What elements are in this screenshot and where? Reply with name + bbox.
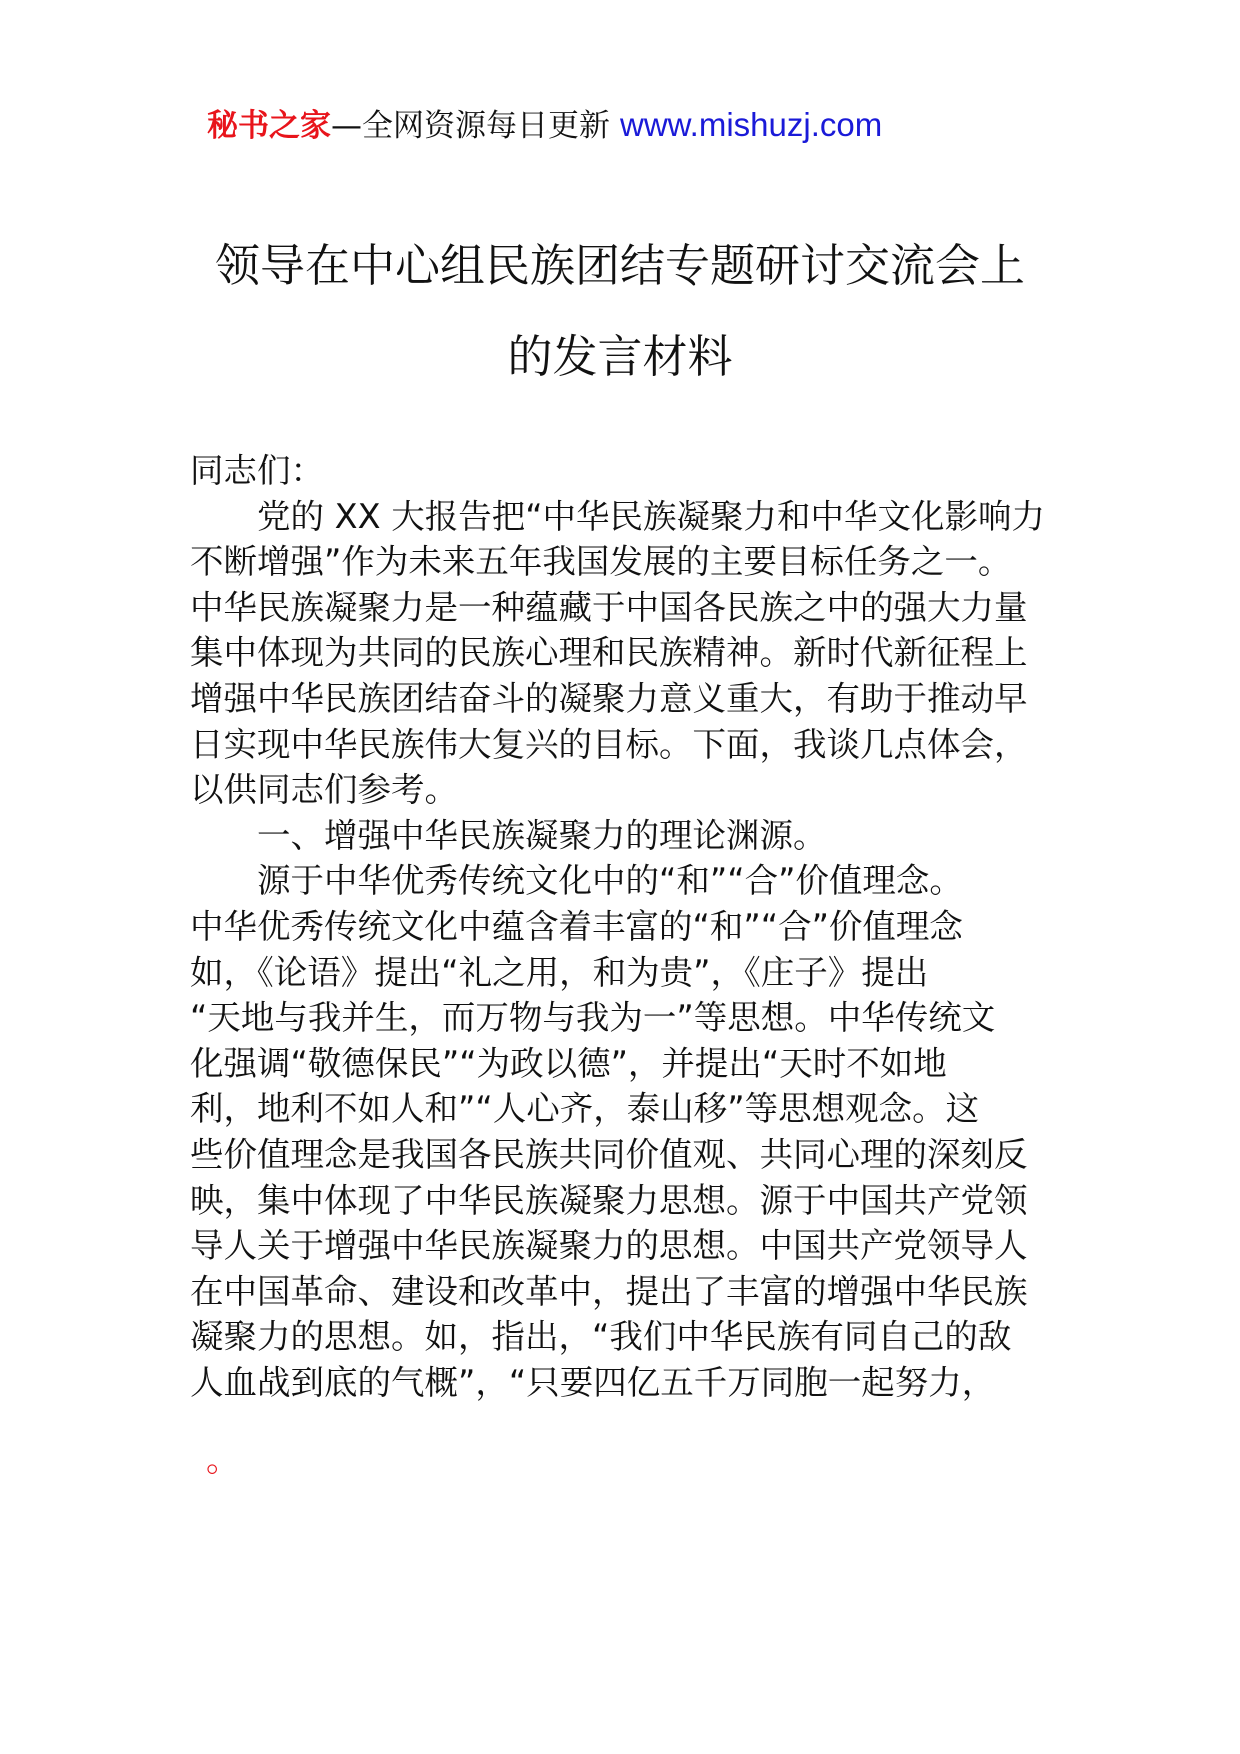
site-url-link[interactable]: www.mishuzj.com [620, 106, 883, 143]
paragraph-line: 利，地利不如人和”“人心齐，泰山移”等思想观念。这 [190, 1089, 980, 1129]
header-tagline: —全网资源每日更新 [331, 108, 610, 144]
paragraph-line: 人血战到底的气概”，“只要四亿五千万同胞一起努力， [190, 1362, 996, 1402]
footer-mark: 。 [206, 1440, 240, 1480]
document-title-line-2: 的发言材料 [507, 330, 733, 383]
paragraph-line: 凝聚力的思想。如，指出，“我们中华民族有同自己的敌 [190, 1317, 1012, 1357]
paragraph-line: 些价值理念是我国各民族共同价值观、共同心理的深刻反 [190, 1134, 1028, 1174]
paragraph-line: 不断增强”作为未来五年我国发展的主要目标任务之一。 [190, 542, 1012, 582]
salutation: 同志们： [190, 451, 324, 490]
paragraph-line: 党的 XX 大报告把“中华民族凝聚力和中华文化影响力 [257, 496, 1046, 536]
paragraph-line: 源于中华优秀传统文化中的“和”“合”价值理念。 [257, 861, 963, 901]
paragraph-line: 导人关于增强中华民族凝聚力的思想。中国共产党领导人 [190, 1226, 1028, 1266]
site-header [207, 100, 1107, 150]
paragraph-line: 中华民族凝聚力是一种蕴藏于中国各民族之中的强大力量 [190, 587, 1028, 627]
section-heading: 一、增强中华民族凝聚力的理论渊源。 [257, 815, 827, 855]
paragraph-line: 化强调“敬德保民”“为政以德”，并提出“天时不如地 [190, 1043, 947, 1083]
paragraph-line: 映，集中体现了中华民族凝聚力思想。源于中国共产党领 [190, 1180, 1028, 1220]
paragraph-line: 在中国革命、建设和改革中，提出了丰富的增强中华民族 [190, 1271, 1028, 1311]
document-title-line-1: 领导在中心组民族团结专题研讨交流会上 [214, 239, 1025, 292]
paragraph-line: 中华优秀传统文化中蕴含着丰富的“和”“合”价值理念 [190, 906, 963, 946]
paragraph-line: 增强中华民族团结奋斗的凝聚力意义重大，有助于推动早 [190, 678, 1028, 718]
paragraph-line: 集中体现为共同的民族心理和民族精神。新时代新征程上 [190, 633, 1028, 673]
document-body [190, 448, 1058, 1405]
brand-name: 秘书之家 [207, 108, 331, 144]
paragraph-line: 以供同志们参考。 [190, 770, 458, 810]
paragraph-line: 日实现中华民族伟大复兴的目标。下面，我谈几点体会， [190, 724, 1028, 764]
paragraph-line: “天地与我并生，而万物与我为一”等思想。中华传统文 [190, 998, 996, 1038]
paragraph-line: 如，《论语》提出“礼之用，和为贵”，《庄子》提出 [190, 952, 929, 992]
